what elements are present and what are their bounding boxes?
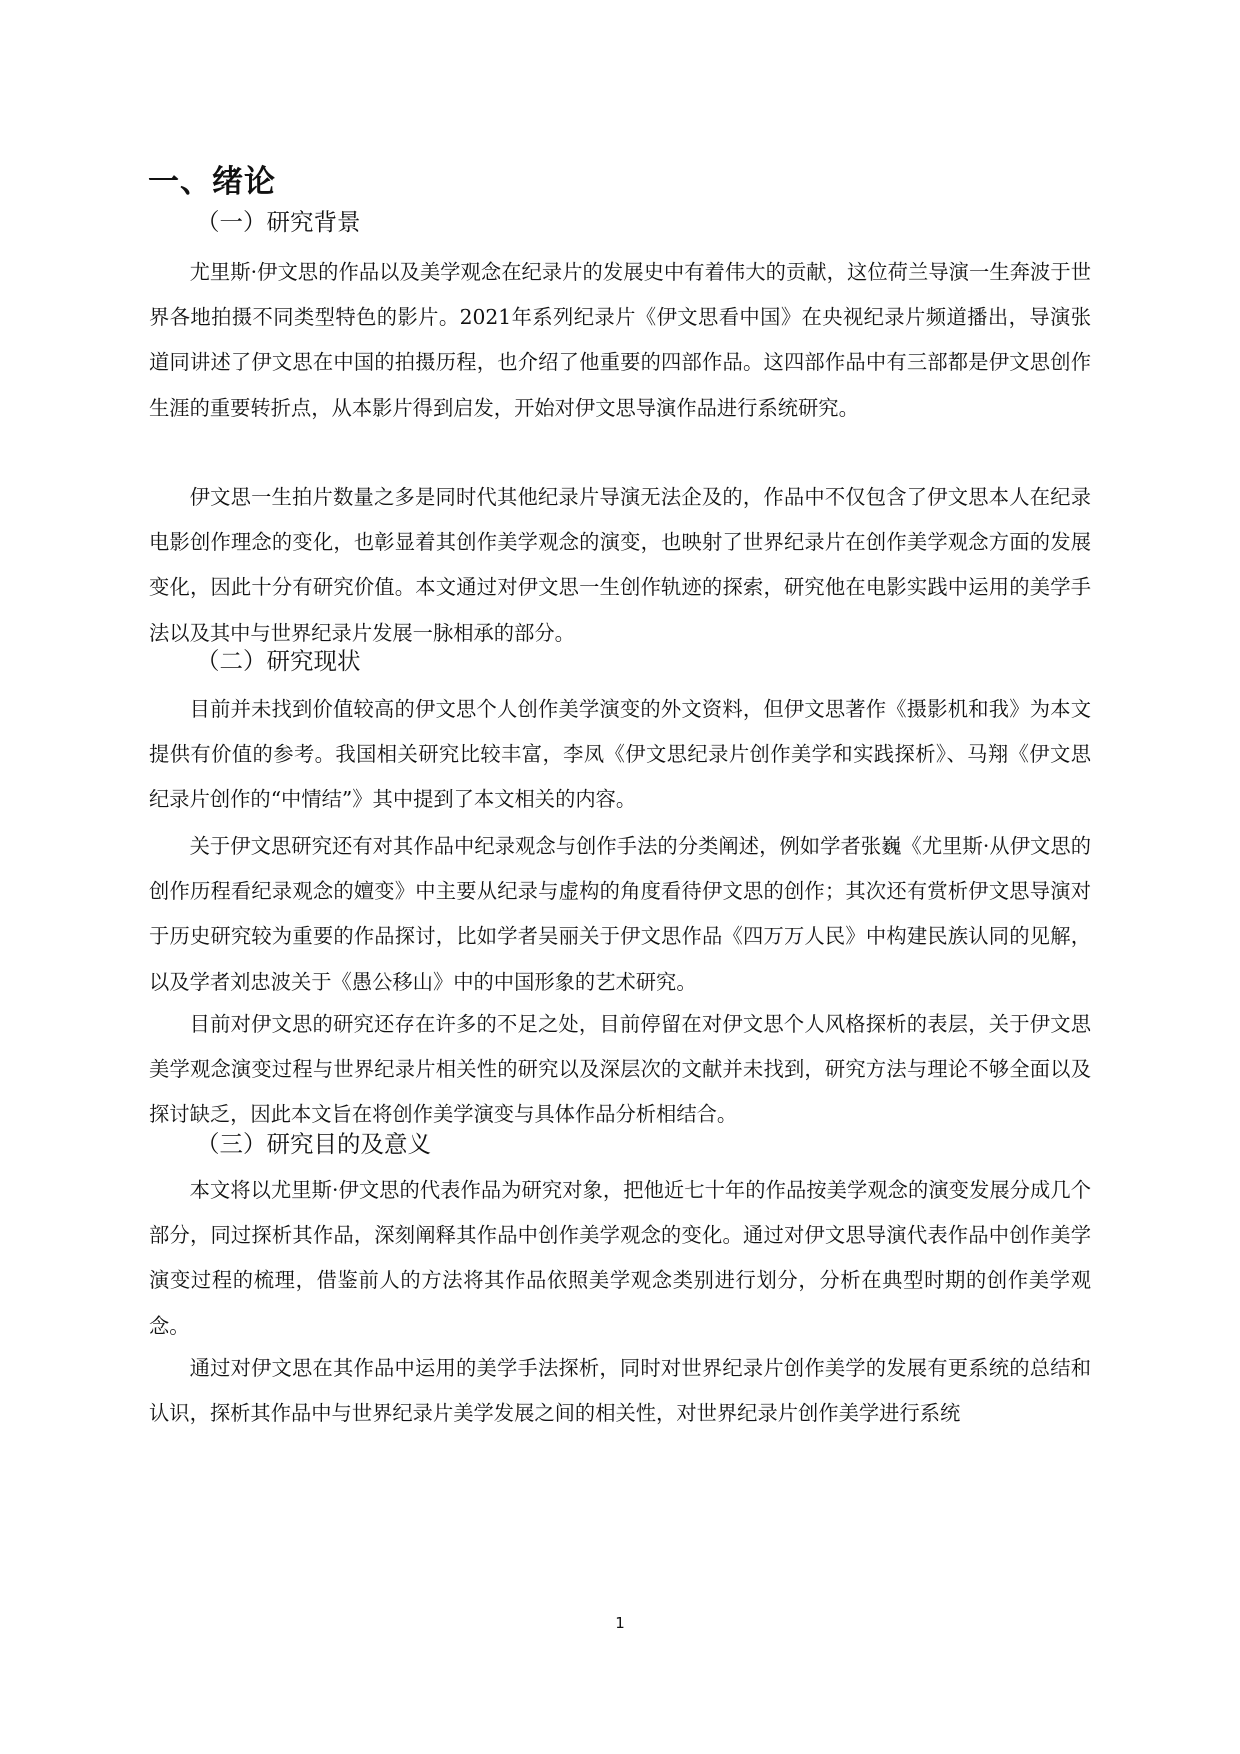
section-heading-purpose: （三）研究目的及意义 bbox=[196, 1130, 431, 1158]
paragraph: 目前并未找到价值较高的伊文思个人创作美学演变的外文资料，但伊文思著作《摄影机和我》为本文提供有价值的参考。我国相关研究比较丰富，李凤《伊文思纪录片创作美学和实践探析》、马翔《伊文思纪录片创作的“中情结”》其中提到了本文相关的内容。 bbox=[149, 697, 1091, 812]
section-heading-background: （一）研究背景 bbox=[196, 208, 361, 236]
page-number: 1 bbox=[615, 1614, 625, 1632]
paragraph: 通过对伊文思在其作品中运用的美学手法探析，同时对世界纪录片创作美学的发展有更系统的总结和认识，探析其作品中与世界纪录片美学发展之间的相关性，对世界纪录片创作美学进行系统 bbox=[149, 1356, 1091, 1426]
chapter-title: 一、绪论 bbox=[148, 164, 276, 200]
paragraph: 本文将以尤里斯·伊文思的代表作品为研究对象，把他近七十年的作品按美学观念的演变发展分成几个部分，同过探析其作品，深刻阐释其作品中创作美学观念的变化。通过对伊文思导演代表作品中创作美学演变过程的梳理，借鉴前人的方法将其作品依照美学观念类别进行划分，分析在典型时期的创作美学观念。 bbox=[149, 1178, 1091, 1338]
section-heading-status: （二）研究现状 bbox=[196, 647, 361, 675]
paragraph: 目前对伊文思的研究还存在许多的不足之处，目前停留在对伊文思个人风格探析的表层，关于伊文思美学观念演变过程与世界纪录片相关性的研究以及深层次的文献并未找到，研究方法与理论不够全面以及探讨缺乏，因此本文旨在将创作美学演变与具体作品分析相结合。 bbox=[149, 1012, 1091, 1127]
paragraph: 尤里斯·伊文思的作品以及美学观念在纪录片的发展史中有着伟大的贡献，这位荷兰导演一生奔波于世界各地拍摄不同类型特色的影片。2021年系列纪录片《伊文思看中国》在央视纪录片频道播出，导演张道同讲述了伊文思在中国的拍摄历程，也介绍了他重要的四部作品。这四部作品中有三部都是伊文思创作生涯的重要转折点，从本影片得到启发，开始对伊文思导演作品进行系统研究。 bbox=[149, 260, 1091, 420]
paragraph: 伊文思一生拍片数量之多是同时代其他纪录片导演无法企及的，作品中不仅包含了伊文思本人在纪录电影创作理念的变化，也彰显着其创作美学观念的演变，也映射了世界纪录片在创作美学观念方面的发展变化，因此十分有研究价值。本文通过对伊文思一生创作轨迹的探索，研究他在电影实践中运用的美学手法以及其中与世界纪录片发展一脉相承的部分。 bbox=[149, 485, 1091, 645]
paragraph: 关于伊文思研究还有对其作品中纪录观念与创作手法的分类阐述，例如学者张巍《尤里斯·从伊文思的创作历程看纪录观念的嬗变》中主要从纪录与虚构的角度看待伊文思的创作；其次还有赏析伊文思导演对于历史研究较为重要的作品探讨，比如学者吴丽关于伊文思作品《四万万人民》中构建民族认同的见解，以及学者刘忠波关于《愚公移山》中的中国形象的艺术研究。 bbox=[149, 834, 1091, 994]
